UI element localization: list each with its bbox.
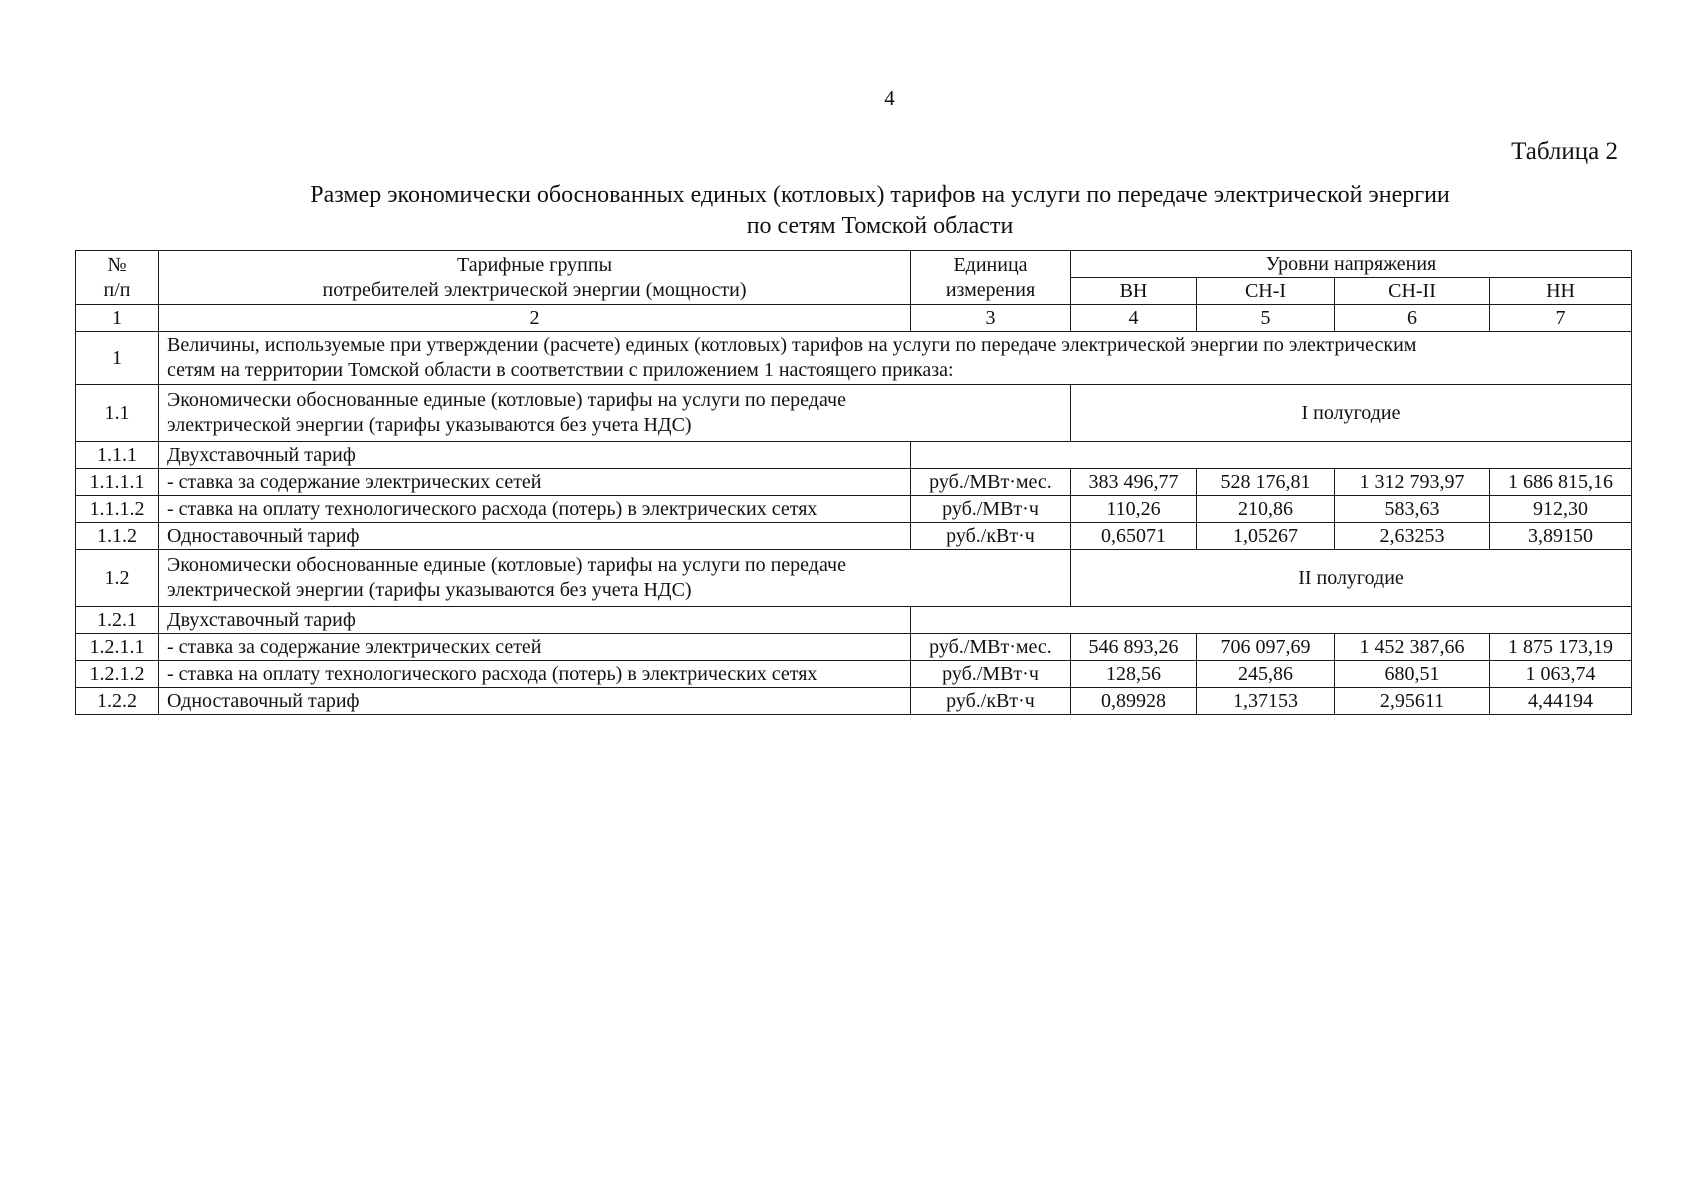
table-row [76,688,1632,715]
header-groups-line-1: Тарифные группы [456,253,613,276]
header-groups-line-2: потребителей электрической энергии (мощности) [322,278,747,301]
row-value-sn1: 706 097,69 [1197,634,1335,661]
half-1-description-line-1: Экономически обоснованные единые (котловые) тарифы на услуги по передаче [167,389,846,411]
row-value-nn: 912,30 [1490,496,1632,523]
row-value-sn2: 2,63253 [1335,523,1490,550]
section-1-text-line-1: Величины, используемые при утверждении (расчете) единых (котловых) тарифов на услуги по передаче электрической энергии по электрическим [167,334,1417,356]
row-value-vn: 128,56 [1071,661,1197,688]
row-label: Одноставочный тариф [159,688,911,715]
header-unit-line-2: измерения [945,278,1036,301]
header-nn: НН [1490,278,1632,305]
row-value-sn1: 245,86 [1197,661,1335,688]
row-value-vn: 546 893,26 [1071,634,1197,661]
row-value-sn1: 210,86 [1197,496,1335,523]
row-number: 1.1.1.2 [76,496,159,523]
row-value-sn1: 1,05267 [1197,523,1335,550]
row-unit: руб./МВт·ч [911,661,1071,688]
column-number-row [76,305,1632,332]
row-unit: руб./МВт·мес. [911,634,1071,661]
header-row-1 [76,251,1632,278]
row-value-sn2: 1 452 387,66 [1335,634,1490,661]
header-number [76,251,159,305]
row-value-sn1: 528 176,81 [1197,469,1335,496]
half-2-description [159,550,1071,607]
tariff-table [75,250,1632,715]
half-1-two-rate-label: Двухставочный тариф [159,442,911,469]
row-value-nn: 3,89150 [1490,523,1632,550]
row-number: 1.1.1.1 [76,469,159,496]
row-unit: руб./МВт·ч [911,496,1071,523]
title-line-1: Размер экономически обоснованных единых (котловых) тарифов на услуги по передаче электрической энергии [310,182,1450,208]
header-number-line-1: № [107,253,127,276]
col-number-2: 2 [159,305,911,332]
table-label: Таблица 2 [1511,138,1618,165]
header-tariff-groups [159,251,911,305]
row-value-vn: 0,65071 [1071,523,1197,550]
half-1-two-rate-empty [911,442,1632,469]
title-line-2: по сетям Томской области [746,213,1014,239]
col-number-1: 1 [76,305,159,332]
row-number: 1.2.1.1 [76,634,159,661]
document-title [160,180,1600,242]
half-2-number: 1.2 [76,550,159,607]
row-unit: руб./кВт·ч [911,688,1071,715]
row-value-sn2: 680,51 [1335,661,1490,688]
table-row [76,634,1632,661]
section-1-row [76,332,1632,385]
row-value-nn: 1 063,74 [1490,661,1632,688]
row-value-sn2: 2,95611 [1335,688,1490,715]
half-2-period: II полугодие [1071,550,1632,607]
row-value-nn: 1 875 173,19 [1490,634,1632,661]
half-2-two-rate-empty [911,607,1632,634]
header-sn2: СН-II [1335,278,1490,305]
row-value-nn: 1 686 815,16 [1490,469,1632,496]
half-1-period: I полугодие [1071,385,1632,442]
half-1-description [159,385,1071,442]
section-1-text-line-2: сетям на территории Томской области в соответствии с приложением 1 настоящего приказа: [167,359,954,381]
row-number: 1.2.2 [76,688,159,715]
half-2-heading-row [76,550,1632,607]
header-voltage-levels: Уровни напряжения [1071,251,1632,278]
row-label: - ставка за содержание электрических сетей [159,469,911,496]
row-label: - ставка на оплату технологического расхода (потерь) в электрических сетях [159,496,911,523]
row-value-vn: 0,89928 [1071,688,1197,715]
half-1-heading-row [76,385,1632,442]
header-sn1: СН-I [1197,278,1335,305]
row-unit: руб./МВт·мес. [911,469,1071,496]
half-2-two-rate-row [76,607,1632,634]
table-row [76,496,1632,523]
half-1-two-rate-row [76,442,1632,469]
row-number: 1.1.2 [76,523,159,550]
section-1-number: 1 [76,332,159,385]
row-value-sn2: 1 312 793,97 [1335,469,1490,496]
table-row [76,523,1632,550]
half-1-description-line-2: электрической энергии (тарифы указываются без учета НДС) [167,414,692,436]
header-unit-line-1: Единица [953,253,1028,276]
half-2-two-rate-number: 1.2.1 [76,607,159,634]
row-label: Одноставочный тариф [159,523,911,550]
header-vn: ВН [1071,278,1197,305]
table-row [76,469,1632,496]
half-1-two-rate-number: 1.1.1 [76,442,159,469]
half-1-number: 1.1 [76,385,159,442]
row-value-nn: 4,44194 [1490,688,1632,715]
col-number-6: 6 [1335,305,1490,332]
row-label: - ставка на оплату технологического расхода (потерь) в электрических сетях [159,661,911,688]
col-number-3: 3 [911,305,1071,332]
row-label: - ставка за содержание электрических сетей [159,634,911,661]
row-value-sn2: 583,63 [1335,496,1490,523]
row-value-vn: 110,26 [1071,496,1197,523]
row-value-vn: 383 496,77 [1071,469,1197,496]
half-2-description-line-2: электрической энергии (тарифы указываются без учета НДС) [167,579,692,601]
half-2-two-rate-label: Двухставочный тариф [159,607,911,634]
header-number-line-2: п/п [103,278,131,301]
row-unit: руб./кВт·ч [911,523,1071,550]
row-value-sn1: 1,37153 [1197,688,1335,715]
col-number-4: 4 [1071,305,1197,332]
section-1-text [159,332,1632,385]
table-row [76,661,1632,688]
header-unit [911,251,1071,305]
half-2-description-line-1: Экономически обоснованные единые (котловые) тарифы на услуги по передаче [167,554,846,576]
row-number: 1.2.1.2 [76,661,159,688]
col-number-5: 5 [1197,305,1335,332]
page-number: 4 [884,86,895,110]
col-number-7: 7 [1490,305,1632,332]
